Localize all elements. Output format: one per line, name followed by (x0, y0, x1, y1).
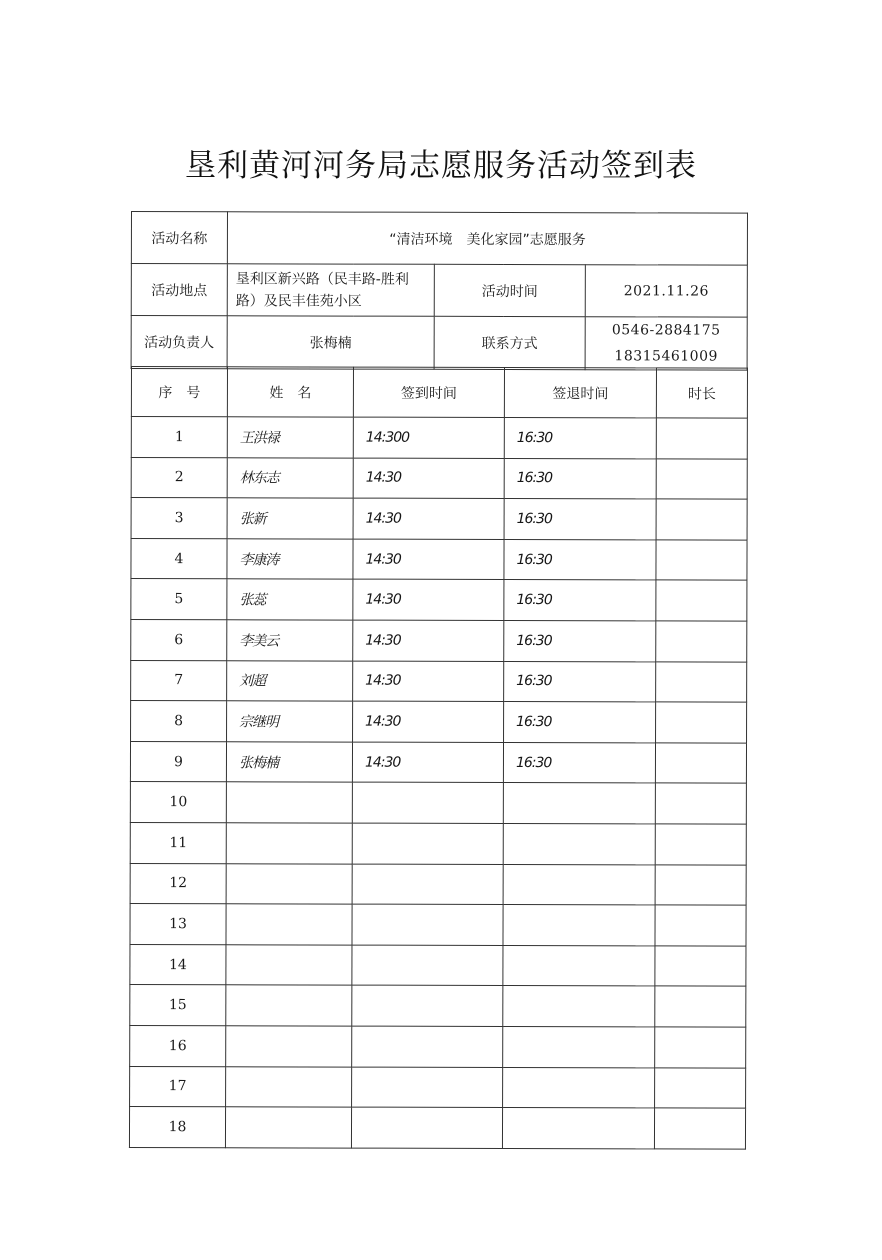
row-name (226, 863, 352, 904)
activity-time-value: 2021.11.26 (585, 265, 747, 317)
row-duration (655, 783, 746, 824)
sign-in-table (131, 211, 748, 371)
row-name: 宗继明 (227, 701, 353, 742)
row-name: 王洪禄 (227, 417, 353, 458)
contact-phone-1: 0546-2884175 (611, 322, 721, 339)
header-sign-in: 签到时间 (353, 367, 504, 417)
header-name: 姓 名 (227, 367, 353, 417)
row-sign-out: 16:30 (504, 499, 656, 540)
row-duration (656, 418, 747, 459)
row-duration (655, 905, 746, 946)
activity-leader-row (131, 316, 747, 371)
table-row (130, 1025, 746, 1067)
row-seq: 4 (131, 538, 227, 579)
table-row (131, 701, 747, 743)
row-sign-in: 14:30 (353, 661, 504, 702)
row-seq: 8 (131, 701, 227, 742)
row-seq: 5 (131, 579, 227, 620)
row-sign-in: 14:300 (353, 417, 504, 458)
table-row (131, 498, 747, 540)
activity-name-row (131, 212, 747, 266)
row-name (225, 1107, 351, 1148)
row-sign-in (352, 864, 503, 905)
contact-label: 联系方式 (434, 316, 585, 369)
row-sign-in (352, 782, 503, 823)
row-sign-out (503, 1026, 655, 1067)
row-sign-out (503, 986, 655, 1027)
row-sign-in: 14:30 (352, 742, 503, 783)
attendance-table (129, 366, 748, 1149)
table-row (130, 741, 746, 783)
row-sign-in (352, 1067, 503, 1108)
row-sign-out (503, 823, 655, 864)
table-row (129, 1107, 745, 1149)
table-row (130, 904, 746, 946)
contact-phone-2: 18315461009 (614, 348, 718, 365)
row-duration (656, 458, 747, 499)
row-sign-out: 16:30 (504, 661, 656, 702)
row-seq: 6 (131, 619, 227, 660)
row-duration (656, 702, 747, 743)
row-seq: 13 (130, 904, 226, 945)
row-duration (656, 621, 747, 662)
row-name (226, 1026, 352, 1067)
row-sign-out (503, 783, 655, 824)
row-name: 张新 (227, 498, 353, 539)
row-sign-out: 16:30 (504, 620, 656, 661)
row-seq: 3 (131, 498, 227, 539)
header-sign-out: 签退时间 (504, 367, 656, 417)
row-sign-in (352, 904, 503, 945)
row-name: 刘超 (227, 660, 353, 701)
row-seq: 16 (130, 1025, 226, 1066)
row-sign-out: 16:30 (504, 417, 656, 458)
row-duration (655, 986, 746, 1027)
row-name (226, 944, 352, 985)
row-seq: 7 (131, 660, 227, 701)
row-sign-out: 16:30 (503, 742, 655, 783)
row-sign-in (352, 1026, 503, 1067)
row-sign-in (352, 985, 503, 1026)
table-row (131, 579, 747, 621)
row-sign-out: 16:30 (504, 702, 656, 743)
location-line-1: 垦利区新兴路（民丰路-胜利 (235, 270, 409, 288)
row-name (226, 782, 352, 823)
row-seq: 9 (130, 741, 226, 782)
contact-value (585, 317, 747, 370)
activity-location-value (227, 264, 434, 317)
location-line-2: 路）及民丰佳苑小区 (235, 292, 362, 310)
row-name: 张梅楠 (226, 742, 352, 783)
row-duration (656, 540, 747, 581)
activity-name-label: 活动名称 (131, 212, 227, 264)
row-sign-in: 14:30 (353, 579, 504, 620)
row-name: 林东志 (227, 457, 353, 498)
row-sign-in: 14:30 (353, 498, 504, 539)
row-seq: 15 (130, 985, 226, 1026)
row-sign-out (503, 905, 655, 946)
row-sign-in: 14:30 (353, 701, 504, 742)
table-row (131, 619, 747, 661)
row-name: 李美云 (227, 620, 353, 661)
row-sign-out (502, 1108, 654, 1149)
row-seq: 17 (130, 1066, 226, 1107)
row-name: 张蕊 (227, 579, 353, 620)
row-duration (655, 743, 746, 784)
row-sign-in (352, 823, 503, 864)
activity-leader-value: 张梅楠 (227, 316, 434, 370)
activity-location-label: 活动地点 (131, 264, 227, 316)
row-sign-in: 14:30 (353, 620, 504, 661)
table-row (130, 944, 746, 986)
row-sign-out: 16:30 (504, 580, 656, 621)
table-row (130, 822, 746, 864)
table-row (131, 660, 747, 702)
row-duration (655, 946, 746, 987)
table-row (130, 1066, 746, 1108)
table-row (131, 457, 747, 499)
table-row (130, 863, 746, 905)
table-row (130, 985, 746, 1027)
table-row (131, 417, 747, 459)
row-duration (656, 580, 747, 621)
row-seq: 11 (130, 822, 226, 863)
row-duration (654, 1108, 745, 1149)
activity-name-value: “清洁环境 美化家园”志愿服务 (227, 212, 747, 265)
activity-leader-label: 活动负责人 (131, 316, 227, 369)
row-sign-out (503, 945, 655, 986)
row-sign-in (351, 1107, 502, 1148)
row-duration (655, 864, 746, 905)
row-sign-out: 16:30 (504, 539, 656, 580)
row-sign-out (503, 1067, 655, 1108)
activity-time-label: 活动时间 (434, 264, 585, 316)
row-seq: 12 (130, 863, 226, 904)
row-duration (656, 499, 747, 540)
row-sign-in: 14:30 (353, 458, 504, 499)
header-duration: 时长 (656, 368, 747, 418)
row-name (226, 985, 352, 1026)
row-seq: 1 (131, 417, 227, 458)
table-row (130, 782, 746, 824)
header-seq: 序 号 (131, 367, 227, 417)
row-seq: 10 (130, 782, 226, 823)
activity-location-row (131, 264, 747, 318)
row-seq: 14 (130, 944, 226, 985)
row-name: 李康涛 (227, 539, 353, 580)
table-row (131, 538, 747, 580)
row-duration (655, 1027, 746, 1068)
row-name (226, 1066, 352, 1107)
row-name (226, 823, 352, 864)
row-sign-in (352, 945, 503, 986)
row-sign-in: 14:30 (353, 539, 504, 580)
row-sign-out: 16:30 (504, 458, 656, 499)
row-duration (655, 824, 746, 865)
row-duration (655, 1067, 746, 1108)
document-title: 垦利黄河河务局志愿服务活动签到表 (185, 148, 697, 184)
row-seq: 18 (129, 1107, 225, 1148)
row-seq: 2 (131, 457, 227, 498)
row-name (226, 904, 352, 945)
row-duration (656, 661, 747, 702)
row-sign-out (503, 864, 655, 905)
attendance-header-row (131, 367, 747, 419)
